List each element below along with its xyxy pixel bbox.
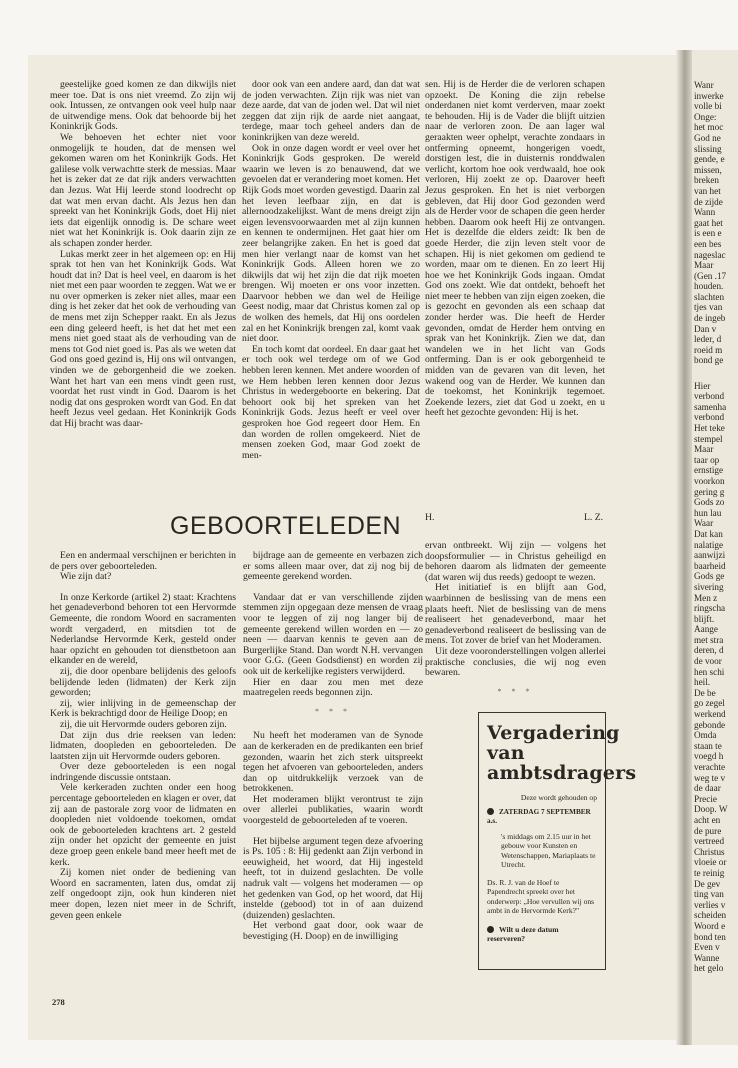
text-fragment: weg te v [694,772,726,783]
paragraph: Uit deze vooronderstellingen volgen allerlei praktische conclusies, die wij nog even bewaren. [425,645,606,679]
text-fragment: staan te [694,740,722,751]
text-fragment: Aange [694,624,718,635]
signature-initial: H. [425,512,435,523]
paragraph: zij, die uit Hervormde ouders geboren zijn. [60,718,227,730]
text-fragment: inwerke [694,90,724,101]
text-fragment: volle bi [694,101,722,112]
text-fragment: Even v [694,942,720,953]
section-separator: * * * [315,706,351,716]
announcement-reserve: Wilt u deze datum reserveren? [487,924,559,943]
text-fragment: verbond [694,412,725,423]
text-fragment: voegd h [694,751,724,762]
paragraph: Het verbond gaat door, ook waar de bevestiging (H. Doop) en de inwilliging [243,920,423,942]
text-fragment: tjes van [694,302,723,313]
text-fragment: de zijde [694,196,723,207]
paragraph: Zij komen niet onder de bediening van Woord en sacramenten, laten dus, omdat zij zelf ongedoopt zijn, ook hun kinderen niet meer dopen, lezen niet meer in de Schrift, geven geen enkele [50,867,236,921]
text-fragment: blijft. [694,613,715,624]
bullet-icon [487,926,494,933]
announcement-time-place: 's middags om 2.15 uur in het gebouw voor Kunsten en Wetenschappen, Mariaplaats te Utrecht. [501,831,596,869]
next-page-edge [692,50,738,1045]
text-fragment: Waar [694,518,714,529]
text-fragment: hun lau [694,507,722,518]
text-fragment: scheiden [694,910,727,921]
text-fragment: God ne [694,132,721,143]
text-fragment: verbond [694,391,725,402]
text-fragment: De gev [694,878,721,889]
text-fragment: het gelo [694,963,724,974]
text-fragment: (Gen .17 [694,270,727,281]
paragraph: bijdrage aan de gemeente en verbazen zich er soms alleen maar over, dat zij nog bij de gemeente gerekend worden. [243,550,423,583]
text-fragment: bond ten [694,931,726,942]
text-fragment: Gods ge [694,571,725,582]
text-fragment: Christus [694,846,725,857]
text-fragment [694,366,728,377]
paragraph: Over deze geboorteleden is een nogal indringende discussie ontstaan. [50,761,236,783]
text-fragment: gering g [694,486,725,497]
text-fragment: verlies v [694,899,726,910]
text-fragment: Maar [694,260,714,271]
paragraph: sen. Hij is de Herder die de verloren schapen opzoekt. De Koning die zijn rebelse onderdanen niet komt verderven, maar zoekt te behouden. Hij is de Vader die blijft uitzien naar de verloren zoon. De aan lager wal geraakten weer ophelpt, verachte zondaars in ontferming opneemt, hongerigen voedt, dorstigen lest, die in duisternis ronddwalen verlicht, kortom hoe ook verdwaald, hoe ook verloren, Hij zoekt ze op. Daarover heeft Jezus gesproken. En het is niet verborgen gebleven, dat Hij door God gezonden werd als de Herder voor de schapen die geen herder hebben. Daarom ook heeft Hij ze ontvangen. Het is dezelfde die elders zeidt: Ik ben de goede Herder, die zijn leven stelt voor de schapen. Hij is niet gekomen om gediend te worden, maar om te dienen. En zo leert Hij hoe we het Koninkrijk Gods ingaan. Omdat God ons zoekt. Wie dat ontdekt, behoeft het niet meer te hebben van zijn eigen zoeken, die is gezocht en gevonden als een schaap dat zonder herder was. Die heeft de Herder gevonden, omdat de Herder hem ontving en sprak van het Koninkrijk. Zien we dat, dan wandelen we in het licht van Gods ontferming. Dan is er ook geborgenheid te midden van de gevaren van dit leven, het wakend oog van de Herder. We kunnen dan de toekomst, het Koninkrijk tegemoet. Zoekende lezers, ziet dat God u zoekt, en u heeft het gezochte gevonden: Hij is het. [425,79,605,419]
announcement-box [478,712,637,970]
text-fragment: voorkon [694,475,725,486]
text-fragment: Omda [694,730,717,741]
text-fragment: nageslac [694,249,726,260]
text-fragment: heil. [694,677,711,688]
text-fragment: Het teke [694,423,725,433]
announcement-date: ZATERDAG 7 SEPTEMBER a.s. [487,807,591,825]
paragraph: Het initiatief is en blijft aan God, waarbinnen de beslissing van de mens een plaats heeft. Niet de beslissing van de mens realiseert het genadeverbond, maar het genadeverbond realiseert de beslissing van de mens. Tot zover de brief van het Moderamen. [425,582,606,647]
text-fragment: aanwijzi [694,550,726,561]
paragraph: zij, die door openbare belijdenis des geloofs belijdende leden (lidmaten) der Kerk zijn geworden; [50,665,236,699]
text-fragment: acht en [694,814,721,825]
top-article-column-3 [425,80,605,419]
text-fragment: het moc [694,122,724,133]
page-number: 278 [52,997,65,1007]
top-article-column-1 [50,80,236,430]
paragraph: geestelijke goed komen ze dan dikwijls niet meer toe. Dat is ons niet vreemd. Zo zijn wij ook. Intussen, ze ontvangen ook veel hulp naar de uitwendige mens. Ook dat behoorde bij het Koninkrijk Gods. [50,79,236,133]
text-fragment: stempel [694,433,723,444]
text-fragment: go zegel [694,698,725,709]
section-separator: * * * [497,686,534,696]
text-fragment: Wanr [694,80,714,90]
paragraph: Het moderamen blijkt verontrust te zijn over allerlei publikaties, waarin wordt voorgesteld de geboorteleden af te voeren. [243,793,423,827]
text-fragment: werkend [694,709,726,720]
text-fragment: gebonde [694,719,726,730]
text-fragment: Wann [694,207,716,218]
paragraph: Vandaar dat er van verschillende zijden stemmen zijn opgegaan deze mensen de vraag voor te leggen of zij nog langer bij de gemeente gerekend willen worden en — zo neen — daarvan kennis te geven aan de Burgerlijke Stand. Dan wordt N.H. vervangen voor G.G. (Geen Godsdienst) en worden zij ook uit de kerkelijke registers verwijderd. [243,591,423,677]
paragraph: We behoeven het echter niet voor onmogelijk te houden, dat de mensen wel gekomen waren om het Koninkrijk Gods. Het galilese volk verwachtte sterk de messias. Maar het is zeker dat ze dat rijk anders verwachtten dan Jezus. Wat Hij leerde stond loodrecht op dat wat men ervan dacht. Als Jezus hen dan spreekt van het Koninkrijk Gods, doet Hij niet iets dat eigenlijk onnodig is. De schare weet niet wat het Koninkrijk is. Ook daarin zijn ze als schapen zonder herder. [50,131,236,249]
paragraph: Het bijbelse argument tegen deze afvoering is Ps. 105 : 8: Hij gedenkt aan Zijn verbond in eeuwigheid, het woord, dat Hij ingesteld heeft, tot in duizend geslachten. De volle nadruk valt — volgens het moderamen — op het gedenken van God, op het woord, dat Hij instelde (gebood) tot in of aan duizend (duizenden) geslachten. [243,835,423,921]
announcement-title: Vergadering van ambtsdragers [487,722,637,784]
paragraph: zij, wier inlijving in de gemeenschap der Kerk is bekrachtigd door de Heilige Doop; en [50,697,236,720]
text-fragment: Doop. W [694,804,728,815]
text-fragment: Hier [694,380,711,391]
top-article-column-2 [242,80,420,461]
text-fragment: taar op [694,454,720,465]
text-fragment: ernstige [694,465,724,476]
text-fragment: missen, [694,164,722,175]
text-fragment: Maar [694,444,714,455]
text-fragment: breken [694,175,719,186]
text-fragment: Dan v [694,323,717,334]
bottom-article-column-2 [243,551,423,943]
paragraph: ervan ontbreekt. Wij zijn — volgens het doopsformulier — in Christus geheiligd en behoren daarom als lidmaten der gemeente (dat waren wij dus reeds) gedoopt te wezen. [425,540,606,583]
text-fragment: ringscha [694,603,726,614]
text-fragment: Wanne [694,952,720,963]
text-fragment: houden. [694,281,724,292]
text-fragment: van het [694,185,721,196]
text-fragment: vertreed [694,836,725,847]
paragraph: En toch komt dat oordeel. En daar gaat het er toch ook wel terdege om of we God hebben leren kennen. Met andere woorden of we Hem hebben leren kennen door Jezus Christus in wedergeboorte en bekering. Dat behoort ook bij het spreken van het Koninkrijk Gods. Jezus heeft er veel over gesproken hoe God regeert door Hem. En dan worden de rollen omgekeerd. Niet de mensen zoeken God, maar God zoekt de men- [242,343,420,461]
text-fragment: verachte [694,762,726,772]
paragraph: Hier en daar zou men met deze maatregelen reeds begonnen zijn. [243,676,423,699]
text-fragment: Men z [694,592,718,603]
bottom-article-column-1 [50,551,236,921]
paragraph: Vele kerkeraden zuchten onder een hoog percentage geboorteleden en klagen er over, dat zij aan de pastorale zorg voor de lidmaten en doopleden niet voldoende toekomen, omdat ook de geboorteleden krachtens art. 2 gesteld zijn onder het opzicht der gemeente en juist deze groep geen enkele band meer heeft met de kerk. [50,782,236,868]
paragraph: Dat zijn dus drie reeksen van leden: lidmaten, doopleden en geboorteleden. De laatsten zijn uit Hervormde ouders geboren. [50,729,236,762]
paragraph: Een en andermaal verschijnen er berichten in de pers over geboorteleden. [50,550,236,572]
text-fragment: bond ge [694,355,724,366]
text-fragment: Onge: [694,111,717,122]
text-fragment: Dat kan [694,528,723,539]
paragraph: Nu heeft het moderamen van de Synode aan de kerkeraden en de predikanten een brief gezonden, waarin het zich sterk uitspreekt tegen het afvoeren van geboorteleden, anders dan op uitdrukkelijk verzoek van de betrokkenen. [243,730,423,795]
text-fragment: de pure [694,825,722,836]
text-fragment: sivering [694,581,724,592]
article-title: GEBOORTELEDEN [170,512,402,540]
next-page-text-fragments [694,80,728,974]
announcement-intro: Deze wordt gehouden op [520,793,597,802]
text-fragment: baarheid [694,560,726,571]
text-fragment: De be [694,687,716,698]
paragraph: Lukas merkt zeer in het algemeen op: en Hij sprak tot hen van het Koninkrijk Gods. Wat houdt dat in? Dat is heel veel, en daarom is het niet met een paar woorden te zeggen. Wat we er nu over opmerken is zeker niet alles, maar een ding is het zeker dat het ook de verhouding van de mens met zijn Schepper raakt. En als Jezus een ding geleerd heeft, is het dat het met een mens niet goed staat als de verhouding van de mens tot God niet goed is. Pas als we weten dat God ons goed gezind is, Hij ons wil ontvangen, vinden we de geborgenheid die we zoeken. Want het hart van een mens vindt geen rust, voordat het rust vindt in God. Daarom is het nodig dat ons gesproken wordt van God. En dat heeft Jezus veel gedaan. Het Koninkrijk Gods dat Hij bracht was daar- [50,248,236,429]
page-gutter [676,50,692,1045]
text-fragment: te reinig [694,867,725,878]
signature-author: L. Z. [584,512,604,523]
text-fragment: hen schi [694,666,725,677]
paragraph: Wie zijn dat? [60,571,112,583]
text-fragment: is een e [694,228,722,239]
text-fragment: de voor [694,656,722,667]
text-fragment: met stra [694,634,724,645]
text-fragment: roeid m [694,344,723,355]
text-fragment: Woord e [694,920,726,931]
bottom-article-column-3 [425,541,606,711]
text-fragment: slissing [694,143,722,154]
text-fragment: leder, d [694,334,722,345]
text-fragment: slachten [694,291,725,302]
text-fragment: Precie [694,793,717,804]
text-fragment: een bes [694,238,722,249]
announcement-speaker: Ds. R. J. van de Hoef te Papendrecht spreekt over het onderwerp: „Hoe vervullen wij ons ambt in de Hervormde Kerk?" [487,877,595,915]
text-fragment: deren, d [694,645,724,656]
text-fragment: vloeie or [694,857,727,868]
text-fragment: samenha [694,401,727,412]
text-fragment: nalatige [694,539,724,550]
paragraph: door ook van een andere aard, dan dat wat de joden verwachten. Zijn rijk was niet van deze aarde, dat van de joden wel. Dat wil niet zeggen dat zijn rijk de aarde niet aangaat, terdege, maar toch geheel anders dan de koninkrijken van deze wereld. [242,79,420,143]
paragraph: Ook in onze dagen wordt er veel over het Koninkrijk Gods gesproken. De wereld waarin we leven is zo benauwend, dat we gevoelen dat er verandering moet komen. Het Rijk Gods moet worden gevestigd. Daarin zal het leven leefbaar zijn, en dat is allernoodzakelijkst. Want de mens dreigt zijn eigen levensvoorwaarden met al zijn kunnen en kennen te ondermijnen. Het gaat hier om zeer belangrijke zaken. En het is goed dat men hier verlangt naar de komst van het Koninkrijk Gods. Alleen horen we zo dikwijls dat wij het zijn die dat rijk moeten brengen. Wij moeten er ons voor inzetten. Daarvoor hebben we dan wel de Heilige Geest nodig, maar dat Christus komen zal op de wolken des hemels, dat Hij ons oordelen zal en het Koninkrijk brengen zal, komt vaak niet door. [242,142,420,345]
text-fragment: gende, e [694,154,725,165]
text-fragment: de ingeb [694,313,726,324]
text-fragment: gaat het [694,217,723,228]
text-fragment: Gods zo [694,497,725,508]
text-fragment: de daar [694,783,721,794]
paragraph: In onze Kerkorde (artikel 2) staat: Krachtens het genadeverbond behoren tot een Hervormde Gemeente, die rondom Woord en sacramenten wordt vergaderd, en mitsdien tot de Nederlandse Hervormde Kerk, gesteld onder haar opzicht en gehouden tot dienstbetoon aan elkander en de wereld, [50,591,236,667]
text-fragment: ting van [694,889,724,900]
bullet-icon [487,808,494,815]
